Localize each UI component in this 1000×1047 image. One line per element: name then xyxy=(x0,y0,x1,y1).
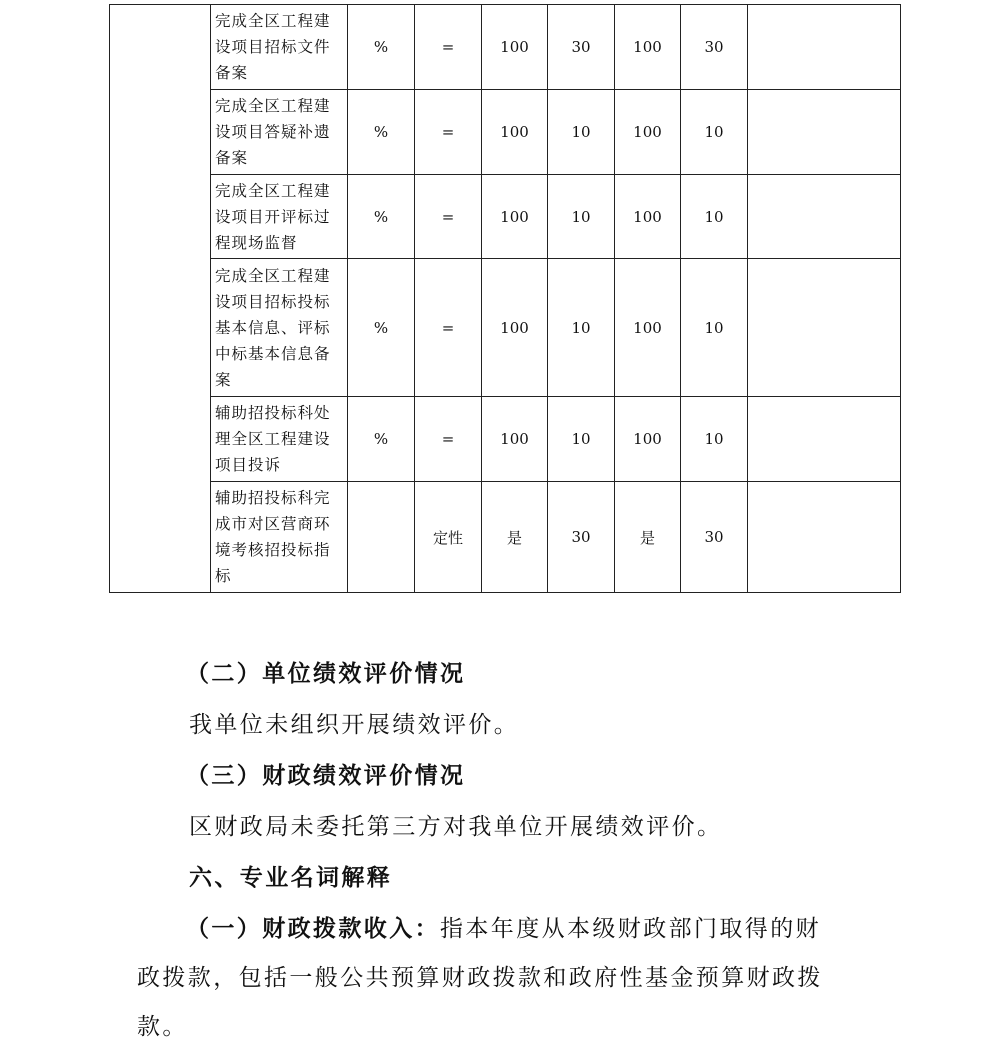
actual-cell: 100 xyxy=(615,397,681,482)
weight-cell: 10 xyxy=(548,259,615,397)
target-cell: 100 xyxy=(482,259,548,397)
term1-line2: 政拨款，包括一般公共预算财政拨款和政府性基金预算财政拨 xyxy=(137,965,823,991)
term1-label: （一）财政拨款收入： xyxy=(186,915,440,942)
target-cell: 是 xyxy=(482,482,548,593)
category-cell xyxy=(110,5,211,593)
performance-indicator-table xyxy=(109,4,901,593)
target-cell: 100 xyxy=(482,175,548,259)
table-row xyxy=(110,90,901,175)
weight-cell: 30 xyxy=(548,482,615,593)
table-row xyxy=(110,259,901,397)
remark-cell xyxy=(748,5,901,90)
nature-cell: = xyxy=(415,259,482,397)
remark-cell xyxy=(748,259,901,397)
term1-definition-start: 指本年度从本级财政部门取得的财 xyxy=(440,916,821,942)
weight-cell: 10 xyxy=(548,90,615,175)
nature-cell: = xyxy=(415,5,482,90)
remark-cell xyxy=(748,175,901,259)
actual-cell: 100 xyxy=(615,175,681,259)
nature-cell: 定性 xyxy=(415,482,482,593)
actual-cell: 100 xyxy=(615,5,681,90)
remark-cell xyxy=(748,482,901,593)
unit-cell: % xyxy=(348,175,415,259)
remark-cell xyxy=(748,397,901,482)
score-cell: 10 xyxy=(681,259,748,397)
fiscal-eval-heading: （三）财政绩效评价情况 xyxy=(186,762,466,789)
unit-cell xyxy=(348,482,415,593)
remark-cell xyxy=(748,90,901,175)
indicator-cell: 辅助招投标科完成市对区营商环境考核招投标指标 xyxy=(211,482,348,593)
target-cell: 100 xyxy=(482,90,548,175)
indicator-cell: 完成全区工程建设项目开评标过程现场监督 xyxy=(211,175,348,259)
table-row xyxy=(110,5,901,90)
unit-cell: % xyxy=(348,259,415,397)
weight-cell: 30 xyxy=(548,5,615,90)
nature-cell: = xyxy=(415,90,482,175)
table-row xyxy=(110,175,901,259)
score-cell: 10 xyxy=(681,397,748,482)
indicator-cell: 完成全区工程建设项目答疑补遗备案 xyxy=(211,90,348,175)
fiscal-eval-text: 区财政局未委托第三方对我单位开展绩效评价。 xyxy=(189,814,723,840)
target-cell: 100 xyxy=(482,5,548,90)
table-row xyxy=(110,397,901,482)
actual-cell: 100 xyxy=(615,90,681,175)
weight-cell: 10 xyxy=(548,397,615,482)
score-cell: 30 xyxy=(681,5,748,90)
term1-line3: 款。 xyxy=(137,1014,188,1040)
weight-cell: 10 xyxy=(548,175,615,259)
glossary-heading: 六、专业名词解释 xyxy=(189,864,393,891)
nature-cell: = xyxy=(415,175,482,259)
actual-cell: 是 xyxy=(615,482,681,593)
actual-cell: 100 xyxy=(615,259,681,397)
unit-cell: % xyxy=(348,5,415,90)
term1-line1 xyxy=(186,909,821,949)
indicator-cell: 完成全区工程建设项目招标投标基本信息、评标中标基本信息备案 xyxy=(211,259,348,397)
unit-cell: % xyxy=(348,397,415,482)
table-row xyxy=(110,482,901,593)
unit-eval-heading: （二）单位绩效评价情况 xyxy=(186,660,466,687)
nature-cell: = xyxy=(415,397,482,482)
unit-cell: % xyxy=(348,90,415,175)
unit-eval-text: 我单位未组织开展绩效评价。 xyxy=(189,712,520,738)
score-cell: 30 xyxy=(681,482,748,593)
score-cell: 10 xyxy=(681,175,748,259)
indicator-cell: 辅助招投标科处理全区工程建设项目投诉 xyxy=(211,397,348,482)
score-cell: 10 xyxy=(681,90,748,175)
target-cell: 100 xyxy=(482,397,548,482)
indicator-cell: 完成全区工程建设项目招标文件备案 xyxy=(211,5,348,90)
